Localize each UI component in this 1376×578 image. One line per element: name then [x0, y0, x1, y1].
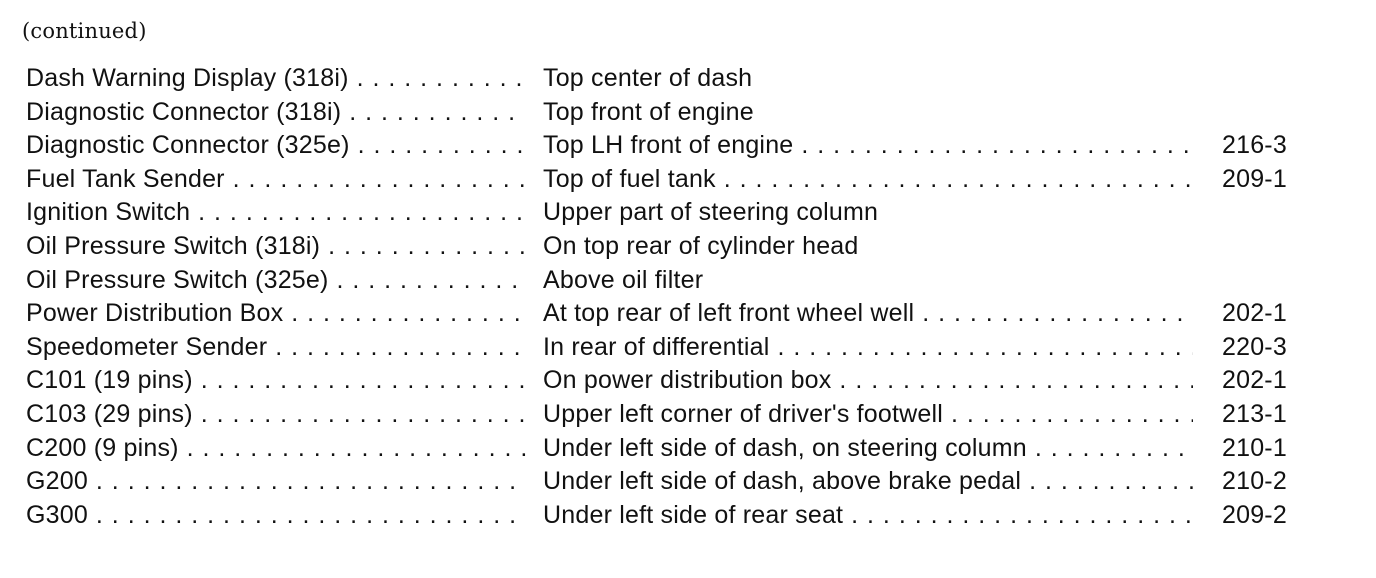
component-name: C101 (19 pins) . . . [26, 364, 526, 398]
component-location: On top rear of cylinder head [543, 231, 859, 260]
page-reference: 210-1 [1222, 433, 1287, 462]
component-location: Upper left corner of driver's footwell . . . [543, 398, 1193, 432]
page-reference: 213-1 [1222, 399, 1287, 428]
page-reference: 216-3 [1222, 131, 1287, 160]
component-location: Top of fuel tank . . . [543, 163, 1193, 197]
table-row [26, 196, 1326, 230]
component-location: Upper part of steering column [543, 198, 879, 227]
component-name: G200 . . . [26, 465, 526, 499]
page-reference: 202-1 [1222, 299, 1287, 328]
table-row [26, 129, 1326, 163]
page-reference: 210-2 [1222, 467, 1287, 496]
component-location: Top center of dash [543, 64, 753, 92]
component-name: Diagnostic Connector (318i) . . . [26, 96, 526, 130]
table-row [26, 432, 1326, 466]
component-name: G300 . . . [26, 499, 526, 533]
component-name: Power Distribution Box . . . [26, 297, 526, 331]
table-row [26, 499, 1326, 533]
component-name: C200 (9 pins) . . . [26, 432, 526, 466]
continued-note: (continued) [22, 19, 147, 43]
component-name: Diagnostic Connector (325e) . . . [26, 129, 526, 163]
table-row [26, 163, 1326, 197]
component-name: Fuel Tank Sender . . . [26, 163, 526, 197]
table-row [26, 264, 1326, 298]
page-reference: 209-1 [1222, 164, 1287, 193]
page-reference: 220-3 [1222, 332, 1287, 361]
table-row [26, 230, 1326, 264]
component-name: Speedometer Sender . . . [26, 331, 526, 365]
component-name: Oil Pressure Switch (318i) . . . [26, 230, 526, 264]
component-location: Top LH front of engine . . . [543, 129, 1193, 163]
component-location: Under left side of dash, above brake pedal . . . [543, 465, 1193, 499]
component-location: At top rear of left front wheel well . . . [543, 297, 1193, 331]
table-row [26, 62, 1326, 96]
component-location: Above oil filter [543, 265, 704, 294]
component-location-table [26, 62, 1326, 532]
component-name: Dash Warning Display (318i) . . . [26, 62, 526, 96]
component-name: Ignition Switch . . . [26, 196, 526, 230]
component-location: In rear of differential . . . [543, 331, 1193, 365]
table-row [26, 331, 1326, 365]
table-row [26, 297, 1326, 331]
component-location: Under left side of rear seat . . . [543, 499, 1193, 533]
component-location: Top front of engine [543, 97, 754, 126]
table-row [26, 96, 1326, 130]
page-reference: 209-2 [1222, 500, 1287, 529]
component-location: On power distribution box . . . [543, 364, 1193, 398]
component-name: Oil Pressure Switch (325e) . . . [26, 264, 526, 298]
component-location: Under left side of dash, on steering column . . . [543, 432, 1193, 466]
table-row [26, 465, 1326, 499]
component-name: C103 (29 pins) . . . [26, 398, 526, 432]
page-reference: 202-1 [1222, 366, 1287, 395]
table-row [26, 364, 1326, 398]
table-row [26, 398, 1326, 432]
